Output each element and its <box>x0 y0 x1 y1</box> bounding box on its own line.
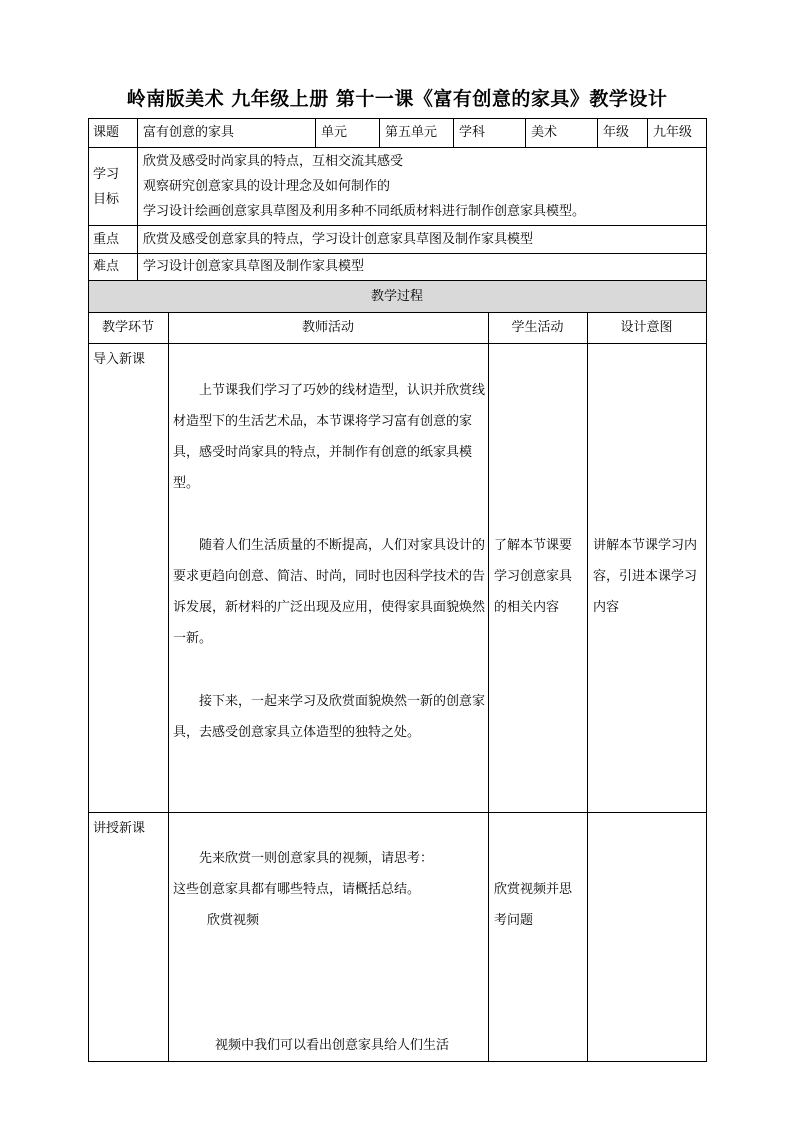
table-border <box>88 343 707 344</box>
teacher-line: 先来欣赏一则创意家具的视频，请思考： <box>199 851 434 866</box>
document-title: 岭南版美术 九年级上册 第十一课《富有创意的家具》教学设计 <box>126 88 668 110</box>
table-border <box>379 118 380 148</box>
teacher-paragraph: 接下来，一起来学习及欣赏面貌焕然一新的创意家具，去感受创意家具立体造型的独特之处。 <box>173 694 486 740</box>
column-header-stage: 教学环节 <box>101 320 154 335</box>
student-activity: 了解本节课要学习创意家具的相关内容 <box>494 538 573 615</box>
student-activity: 欣赏视频并思考问题 <box>494 882 573 928</box>
objective-item: 学习设计绘画创意家具草图及利用多种不同纸质材料进行制作创意家具模型。 <box>143 204 586 219</box>
teacher-line: 欣赏视频 <box>207 913 260 928</box>
table-border <box>88 253 707 254</box>
table-border <box>88 280 707 281</box>
unit-label: 单元 <box>321 125 348 140</box>
teacher-paragraph: 随着人们生活质量的不断提高，人们对家具设计的要求更趋向创意、简洁、时尚，同时也因科学技术的告诉发展，新材料的广泛出现及应用，使得家具面貌焕然一新。 <box>173 538 486 646</box>
table-border <box>587 312 588 1062</box>
difficulty-value: 学习设计创意家具草图及制作家具模型 <box>143 259 365 274</box>
table-border <box>525 118 526 148</box>
table-border <box>315 118 316 148</box>
table-border <box>597 118 598 148</box>
teacher-line: 视频中我们可以看出创意家具给人们生活 <box>215 1038 450 1053</box>
table-border <box>88 312 707 313</box>
process-header: 教学过程 <box>370 289 423 304</box>
table-border <box>647 118 648 148</box>
teacher-activity <box>173 686 485 748</box>
stage-label: 导入新课 <box>93 352 146 367</box>
teacher-line: 这些创意家具都有哪些特点，请概括总结。 <box>173 882 421 897</box>
stage-label: 讲授新课 <box>93 821 146 836</box>
grade-label: 年级 <box>603 125 630 140</box>
teacher-activity <box>173 375 485 499</box>
lesson-value: 富有创意的家具 <box>143 125 235 140</box>
column-header-teacher: 教师活动 <box>301 320 354 335</box>
lesson-label: 课题 <box>93 125 120 140</box>
table-border <box>88 812 707 813</box>
objectives-label-line1: 学习 <box>93 167 120 182</box>
teacher-activity <box>173 530 485 654</box>
table-border <box>88 147 707 148</box>
difficulty-label: 难点 <box>93 259 120 274</box>
column-header-student: 学生活动 <box>511 320 564 335</box>
table-border <box>488 312 489 1062</box>
table-border <box>168 312 169 1062</box>
table-border <box>706 118 707 1062</box>
table-border <box>88 118 89 1062</box>
objectives-label-line2: 目标 <box>93 192 120 207</box>
table-border <box>88 225 707 226</box>
table-border <box>88 1061 707 1062</box>
grade-value: 九年级 <box>653 125 693 140</box>
column-header-intent: 设计意图 <box>620 320 673 335</box>
table-border <box>453 118 454 148</box>
subject-label: 学科 <box>459 125 486 140</box>
objective-item: 观察研究创意家具的设计理念及如何制作的 <box>143 179 391 194</box>
table-border <box>88 118 707 119</box>
table-border <box>137 118 138 281</box>
key-point-label: 重点 <box>93 232 120 247</box>
key-point-value: 欣赏及感受创意家具的特点，学习设计创意家具草图及制作家具模型 <box>143 232 534 247</box>
unit-value: 第五单元 <box>385 125 438 140</box>
teacher-paragraph: 上节课我们学习了巧妙的线材造型，认识并欣赏线材造型下的生活艺术品，本节课将学习富有创意的家具，感受时尚家具的特点，并制作有创意的纸家具模型。 <box>173 383 486 491</box>
subject-value: 美术 <box>531 125 558 140</box>
objective-item: 欣赏及感受时尚家具的特点，互相交流其感受 <box>143 154 404 169</box>
design-intent: 讲解本节课学习内容，引进本课学习内容 <box>593 538 698 615</box>
